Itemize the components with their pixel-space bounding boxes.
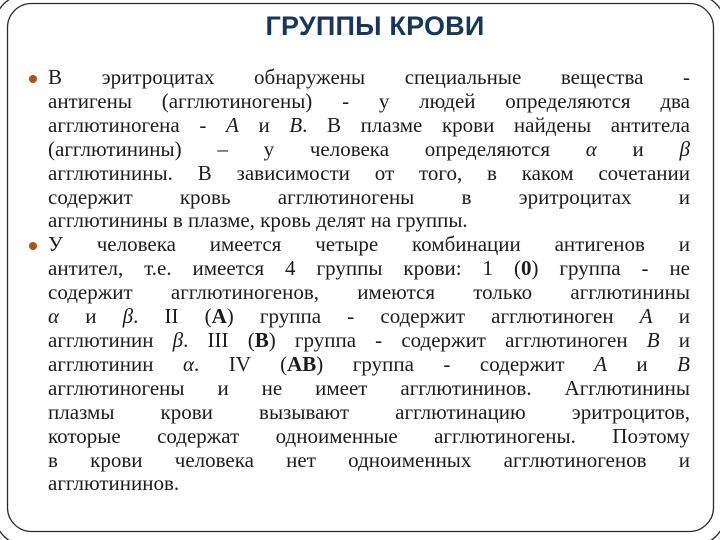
text-segment: β <box>122 304 134 329</box>
text-segment: в крови человека нет одноименных агглютиногенов и <box>48 447 690 472</box>
text-segment: и <box>659 327 690 352</box>
text-segment: β <box>172 327 184 352</box>
text-segment: содержит кровь агглютиногены в эритроцитах и <box>48 184 690 209</box>
text-segment: антител, т.е. имеется 4 группы крови: 1 ( <box>48 256 521 281</box>
text-segment: . IV ( <box>194 351 288 376</box>
text-segment: (агглютинины) – у человека определяются <box>48 136 586 161</box>
text-segment: агглютинин <box>48 327 173 352</box>
bullet-item <box>48 233 690 496</box>
text-segment: и <box>596 136 680 161</box>
text-segment: плазмы крови вызывают агглютинацию эритроцитов, <box>48 399 690 424</box>
text-segment: и <box>59 304 123 329</box>
text-segment: А <box>226 112 239 137</box>
text-segment: агглютиногены и не имеет агглютининов. Агглютинины <box>48 375 690 400</box>
text-line <box>48 257 690 281</box>
text-segment: агглютинины. В зависимости от того, в каком сочетании <box>48 160 690 185</box>
text-segment: А <box>211 304 227 329</box>
text-line <box>48 281 690 305</box>
text-segment: α <box>48 304 60 329</box>
text-segment: α <box>585 136 597 161</box>
text-line <box>48 138 690 162</box>
text-segment: АВ <box>287 351 317 376</box>
text-segment: А <box>639 304 653 329</box>
text-segment: и <box>238 112 290 137</box>
text-line <box>48 209 690 233</box>
text-line <box>48 377 690 401</box>
text-segment: ) группа - содержит агглютиноген <box>226 304 640 329</box>
text-line <box>48 305 690 329</box>
text-segment: ) группа - не <box>531 256 690 281</box>
text-line <box>48 186 690 210</box>
text-line <box>48 233 690 257</box>
text-segment: В эритроцитах обнаружены специальные вещества - <box>48 65 690 89</box>
text-line <box>48 162 690 186</box>
text-segment: У человека имеется четыре комбинации антигенов и <box>48 232 690 257</box>
text-segment: В <box>289 112 303 137</box>
page-title: ГРУППЫ КРОВИ <box>265 11 485 41</box>
text-segment: 0 <box>520 256 532 281</box>
text-segment: В <box>646 327 660 352</box>
text-segment: ) группа - содержит агглютиноген <box>268 327 647 352</box>
text-line <box>48 425 690 449</box>
text-segment: . В плазме крови найдены антитела <box>302 112 690 137</box>
text-segment: и <box>652 304 690 329</box>
text-segment: В <box>677 351 690 376</box>
text-line <box>48 66 690 90</box>
text-segment: агглютинин <box>48 351 184 376</box>
text-segment: . III ( <box>183 327 255 352</box>
text-line <box>48 114 690 138</box>
text-segment: агглютиногена - <box>48 112 226 137</box>
text-segment: В <box>254 327 269 352</box>
text-segment: А <box>594 351 607 376</box>
text-line <box>48 329 690 353</box>
text-line <box>48 90 690 114</box>
text-segment: α <box>183 351 195 376</box>
text-segment: которые содержат одноименные агглютиногены. Поэтому <box>48 423 690 448</box>
text-segment: антигены (агглютиногены) - у людей определяются два <box>48 88 690 113</box>
text-segment: агглютининов. <box>48 471 180 496</box>
bullet-marker-icon <box>29 75 37 83</box>
bullet-item <box>48 66 690 233</box>
text-segment: и <box>606 351 678 376</box>
text-line <box>48 472 690 496</box>
bullet-marker-icon <box>29 242 37 250</box>
text-line <box>48 401 690 425</box>
text-segment: ) группа - содержит <box>316 351 595 376</box>
text-line <box>48 353 690 377</box>
text-segment: агглютинины в плазме, кровь делят на группы. <box>48 208 468 233</box>
bullet-list <box>48 66 690 496</box>
text-line <box>48 449 690 473</box>
text-segment: β <box>679 136 690 161</box>
text-segment: содержит агглютиногенов, имеются только агглютинины <box>48 280 690 305</box>
text-segment: . II ( <box>133 304 212 329</box>
